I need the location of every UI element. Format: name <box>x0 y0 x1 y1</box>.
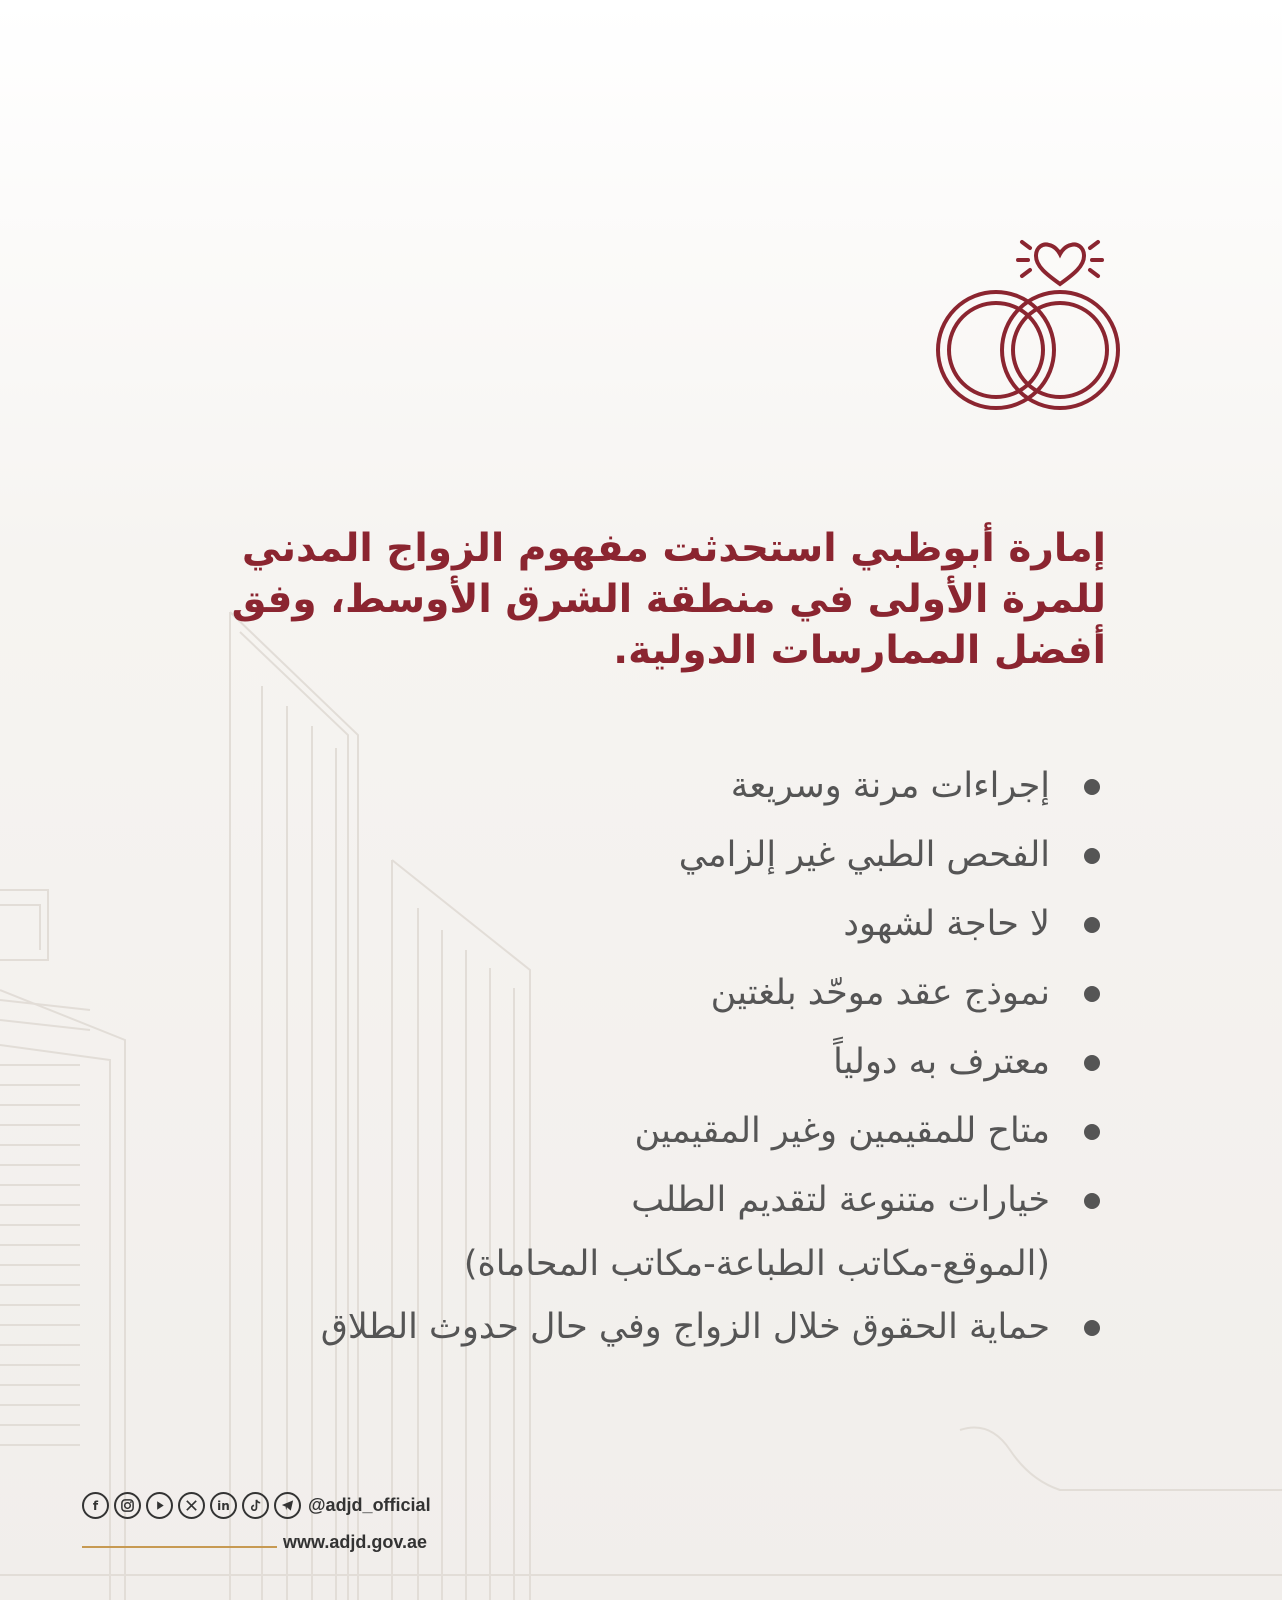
list-item <box>126 1293 1106 1362</box>
list-item-subtext: (الموقع-مكاتب الطباعة-مكاتب المحاماة) <box>463 1244 1050 1284</box>
list-item-text: إجراءات مرنة وسريعة <box>730 766 1050 806</box>
list-item <box>126 1028 1106 1097</box>
headline: إمارة أبوظبي استحدثت مفهوم الزواج المدني للمرة الأولى في منطقة الشرق الأوسط، وفق أفضل الممارسات الدولية. <box>231 526 1106 673</box>
list-item <box>126 959 1106 1028</box>
list-item-text: نموذج عقد موحّد بلغتين <box>710 973 1050 1013</box>
accent-divider <box>82 1546 277 1548</box>
list-item <box>126 752 1106 821</box>
list-item-text: لا حاجة لشهود <box>843 904 1050 944</box>
social-links <box>82 1492 431 1519</box>
social-handle[interactable]: @adjd_official <box>308 1495 431 1515</box>
x-icon[interactable] <box>178 1492 205 1519</box>
list-item-text: خيارات متنوعة لتقديم الطلب <box>631 1180 1050 1220</box>
footer <box>82 1490 462 1560</box>
wedding-rings-icon <box>934 238 1130 410</box>
bullet-dot <box>1084 986 1100 1002</box>
list-item <box>126 1097 1106 1166</box>
list-item <box>126 890 1106 959</box>
features-list <box>126 752 1106 1362</box>
bullet-dot <box>1084 779 1100 795</box>
telegram-icon[interactable] <box>274 1492 301 1519</box>
list-item <box>126 821 1106 890</box>
instagram-icon[interactable] <box>114 1492 141 1519</box>
youtube-icon[interactable] <box>146 1492 173 1519</box>
list-item-text: متاح للمقيمين وغير المقيمين <box>634 1111 1050 1151</box>
website-link[interactable]: www.adjd.gov.ae <box>283 1532 428 1552</box>
bullet-dot <box>1084 1320 1100 1336</box>
list-item-text: الفحص الطبي غير إلزامي <box>678 835 1050 875</box>
facebook-icon[interactable]: f <box>82 1492 109 1519</box>
bullet-dot <box>1084 1124 1100 1140</box>
tiktok-icon[interactable] <box>242 1492 269 1519</box>
list-item-text: معترف به دولياً <box>833 1042 1050 1082</box>
bullet-dot <box>1084 1055 1100 1071</box>
linkedin-icon[interactable]: in <box>210 1492 237 1519</box>
bullet-dot <box>1084 848 1100 864</box>
list-item-text: حماية الحقوق خلال الزواج وفي حال حدوث الطلاق <box>320 1307 1050 1347</box>
bullet-dot <box>1084 917 1100 933</box>
bullet-dot <box>1084 1193 1100 1209</box>
list-item <box>126 1166 1106 1293</box>
